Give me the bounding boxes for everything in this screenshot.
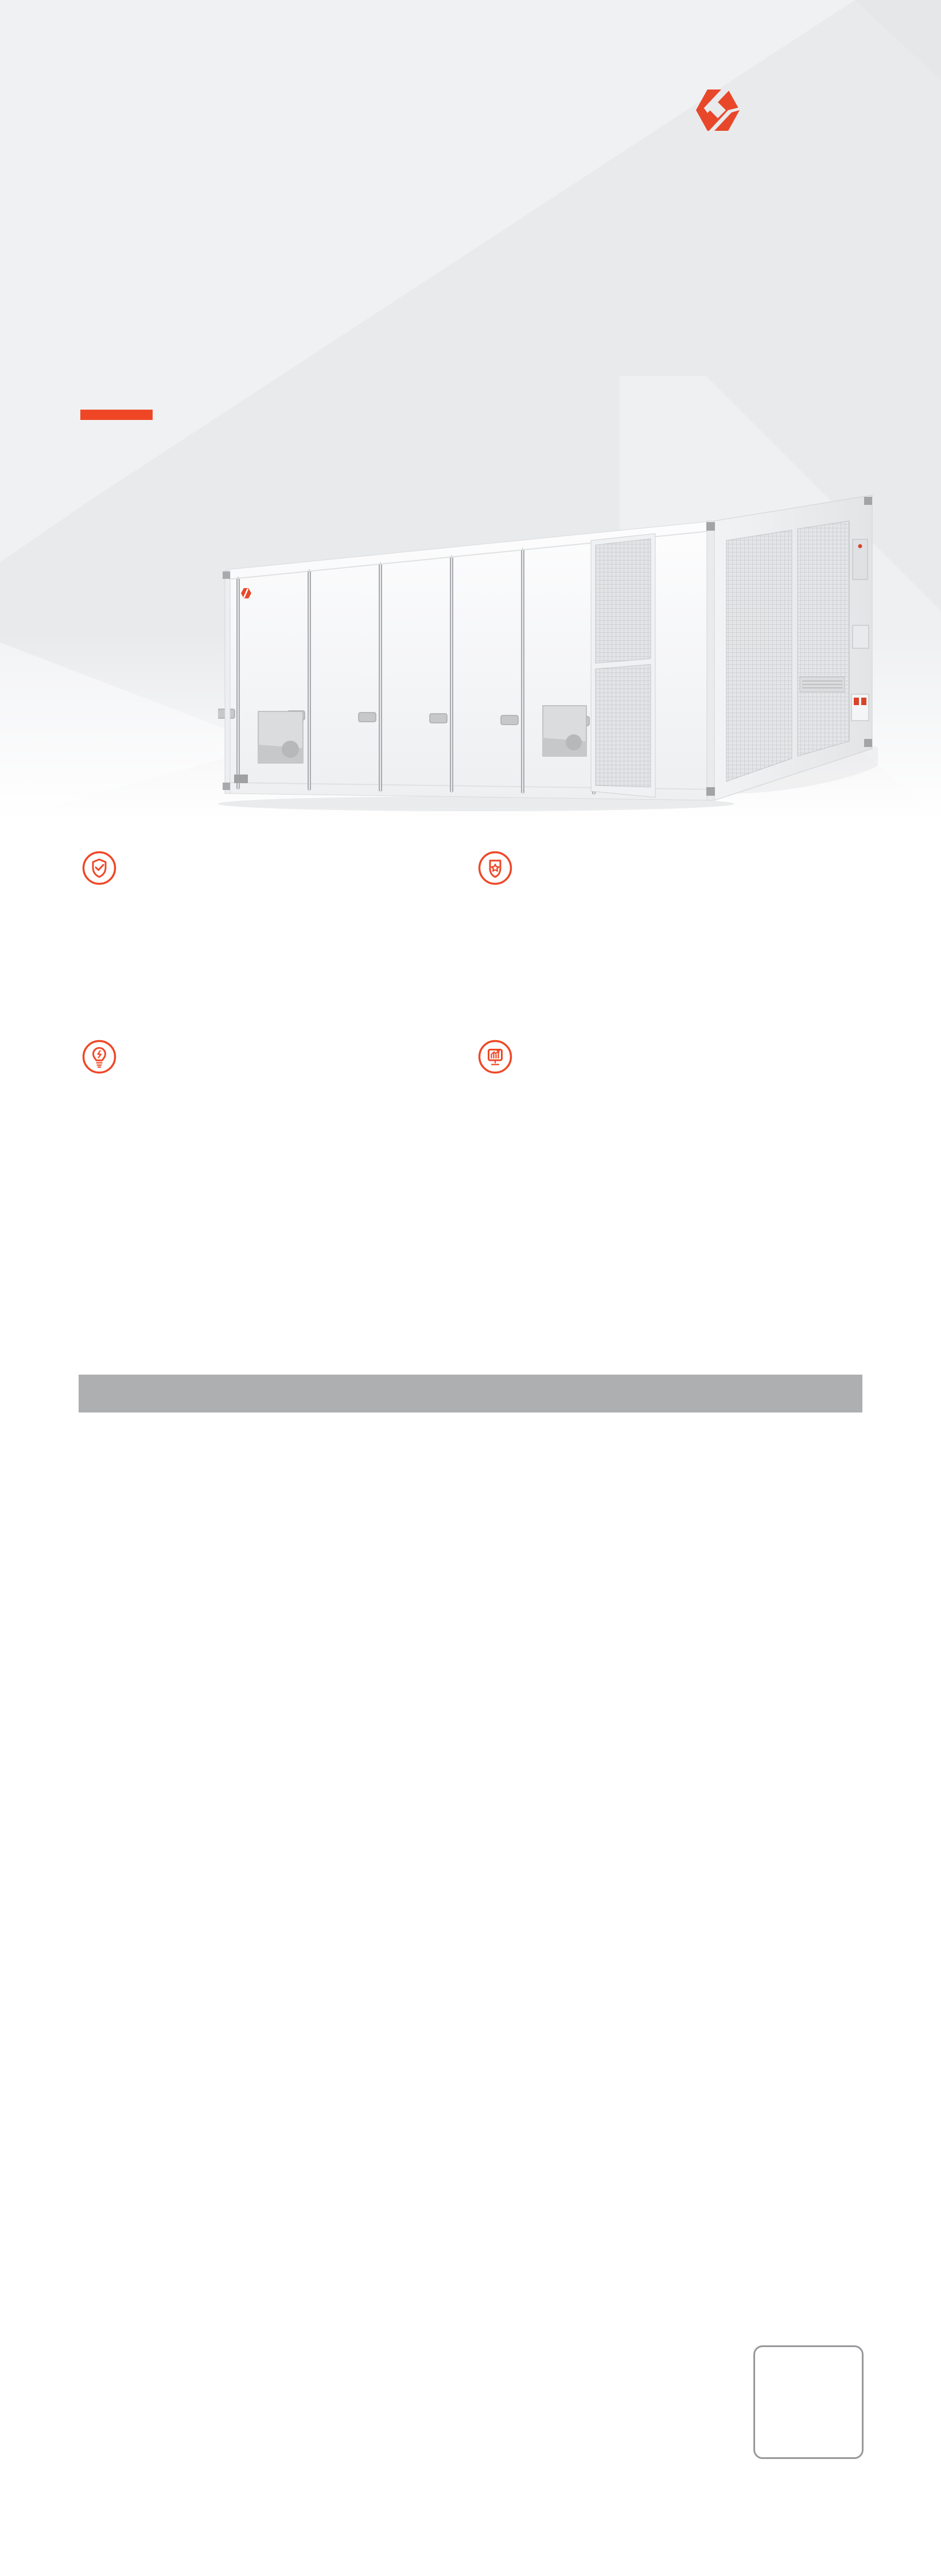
- shield-check-icon: [82, 851, 116, 885]
- feature-head: [478, 851, 857, 885]
- feature-safety: [82, 851, 461, 891]
- feature-head: [82, 1040, 461, 1074]
- feature-maintenance: [478, 851, 857, 891]
- vent-hood: [543, 706, 586, 756]
- product-render: [218, 488, 878, 820]
- spec-table-header: [79, 1375, 862, 1412]
- brand-logo: [696, 85, 748, 135]
- qr-code-image: [758, 2352, 859, 2453]
- accent-bar: [80, 410, 153, 420]
- monitor-chart-icon: [478, 1040, 512, 1074]
- qr-code: [753, 2345, 864, 2459]
- feature-smart: [478, 1040, 857, 1080]
- bulb-icon: [82, 1040, 116, 1074]
- feature-head: [478, 1040, 857, 1074]
- vent-hood: [258, 711, 303, 763]
- hyner-logo-icon: [696, 85, 740, 135]
- feature-head: [82, 851, 461, 885]
- spec-table: [79, 1375, 862, 1412]
- feature-economy: [82, 1040, 461, 1080]
- badge-star-icon: [478, 851, 512, 885]
- bg-facet: [855, 0, 941, 80]
